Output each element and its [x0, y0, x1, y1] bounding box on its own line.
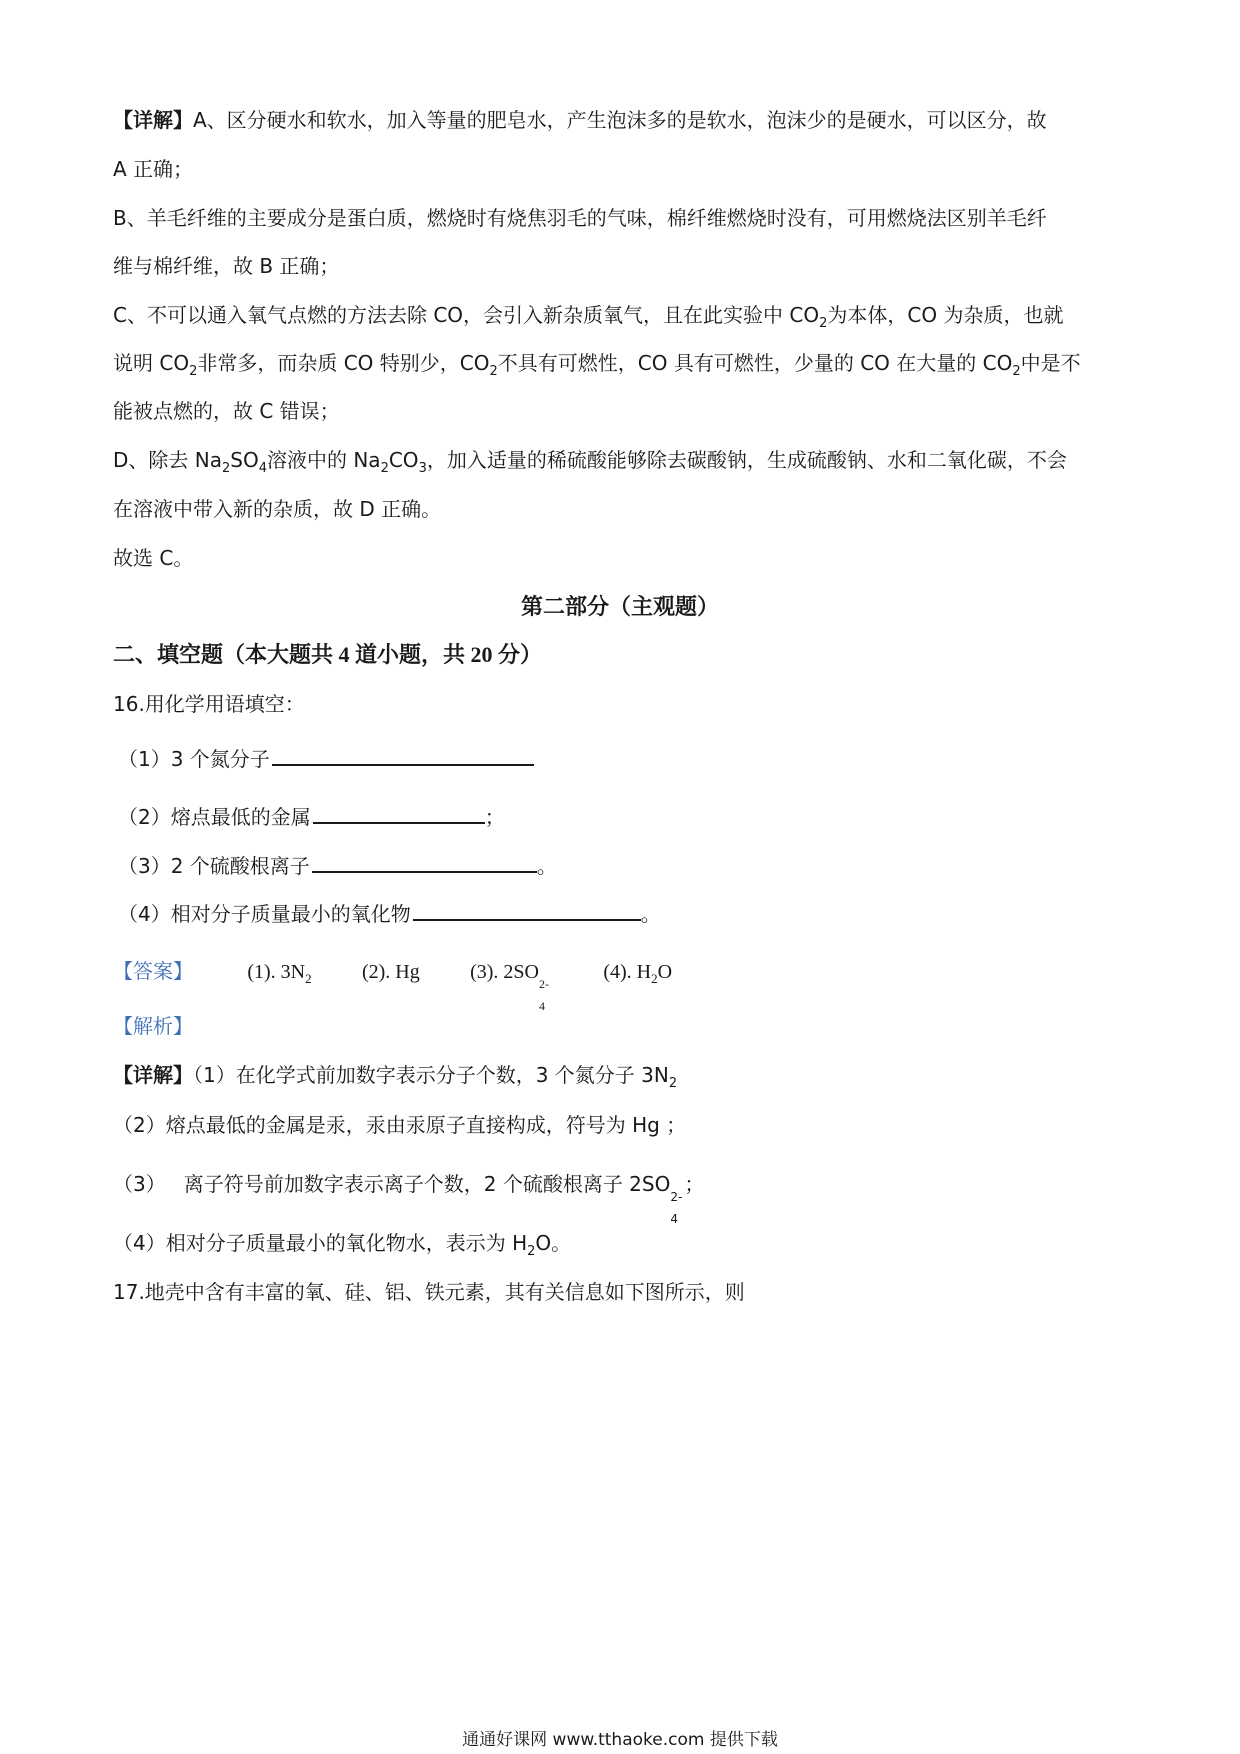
answer-4-post: O — [657, 961, 673, 983]
detail-line-b1: B、羊毛纤维的主要成分是蛋白质，燃烧时有烧焦羽毛的气味，棉纤维燃烧时没有，可用燃烧法区别羊毛纤 — [113, 206, 1047, 230]
d1-p2: SO — [230, 448, 259, 472]
q16-detail-4-sub: 2 — [527, 1244, 536, 1259]
q16-item-1 — [118, 744, 534, 773]
q16-answer-line — [113, 957, 716, 1013]
q16-item-4-text: （4）相对分子质量最小的氧化物 — [118, 902, 411, 926]
q16-item-2-end: ； — [484, 805, 505, 829]
d1-p3: 溶液中的 Na — [266, 448, 381, 472]
c2-s1: 2 — [189, 364, 198, 379]
answer-1-pre: (1). 3N — [247, 961, 306, 983]
q16-detail-3-sup: 2- — [670, 1190, 683, 1204]
q16-detail-3-sub: 4 — [670, 1212, 678, 1226]
answer-3-pre: (3). 2SO — [470, 961, 539, 983]
part2-title: 第二部分（主观题） — [520, 594, 719, 619]
c2-s2: 2 — [489, 364, 498, 379]
q16-detail-4 — [113, 1229, 571, 1257]
q16-item-4 — [118, 899, 661, 928]
c2-p3: 不具有可燃性，CO 具有可燃性，少量的 CO 在大量的 CO — [497, 351, 1013, 375]
d1-s2: 4 — [258, 461, 267, 476]
c2-p1: 说明 CO — [113, 351, 190, 375]
q16-item-3 — [118, 851, 557, 880]
answer-3 — [470, 958, 553, 1013]
q17-stem: 17.地壳中含有丰富的氧、硅、铝、铁元素，其有关信息如下图所示，则 — [113, 1280, 745, 1304]
c2-s3: 2 — [1012, 364, 1021, 379]
q16-item-3-text: （3）2 个硫酸根离子 — [118, 854, 310, 878]
answer-blank-4[interactable] — [413, 899, 641, 921]
d1-p5: ，加入适量的稀硫酸能够除去碳酸钠，生成硫酸钠、水和二氧化碳，不会 — [426, 448, 1067, 472]
detail-a1-text: A、区分硬水和软水，加入等量的肥皂水，产生泡沫多的是软水，泡沫少的是硬水，可以区分，故 — [193, 108, 1047, 132]
q16-detail-4-pre: （4）相对分子质量最小的氧化物水，表示为 H — [113, 1231, 528, 1255]
q16-detail-1 — [113, 1061, 677, 1089]
q16-detail-1-sub: 2 — [668, 1076, 678, 1091]
c1-post: 为本体，CO 为杂质，也就 — [827, 303, 1064, 327]
answer-label: 【答案】 — [113, 959, 193, 983]
q16-item-4-end: 。 — [640, 902, 661, 926]
detail-line-c2 — [113, 349, 1081, 377]
section-title: 二、填空题（本大题共 4 道小题，共 20 分） — [113, 642, 543, 667]
answer-blank-2[interactable] — [313, 802, 485, 824]
detail-line-a2: A 正确； — [113, 157, 194, 181]
answer-blank-1[interactable] — [272, 744, 534, 766]
answer-4-sub: 2 — [651, 971, 658, 986]
q16-stem: 16.用化学用语填空： — [113, 692, 305, 716]
q16-detail-3-post: ； — [684, 1172, 705, 1196]
q16-item-1-text: （1）3 个氮分子 — [118, 747, 270, 771]
q16-detail-4-post: O。 — [535, 1231, 572, 1255]
page-footer: 通通好课网 www.tthaoke.com 提供下载 — [462, 1730, 778, 1750]
detail-line-d2: 在溶液中带入新的杂质，故 D 正确。 — [113, 497, 442, 521]
detail-line-d1 — [113, 446, 1067, 474]
d1-s3: 2 — [380, 461, 389, 476]
detail-line-c3: 能被点燃的，故 C 错误； — [113, 399, 340, 423]
q16-detail-2: （2）熔点最低的金属是汞，汞由汞原子直接构成，符号为 Hg ； — [113, 1113, 687, 1137]
c2-p4: 中是不 — [1020, 351, 1081, 375]
q16-item-3-end: 。 — [536, 854, 557, 878]
c2-p2: 非常多，而杂质 CO 特别少，CO — [197, 351, 490, 375]
q16-detail-3-num: （3） — [113, 1172, 166, 1196]
c1-sub: 2 — [819, 316, 828, 331]
answer-1 — [247, 958, 311, 986]
answer-3-sup: 2- — [539, 977, 549, 991]
q16-detail-3 — [113, 1170, 705, 1226]
detail-label: 【详解】 — [113, 108, 193, 132]
q16-detail-3-pre: 离子符号前加数字表示离子个数，2 个硫酸根离子 2SO — [183, 1172, 671, 1196]
answer-4-pre: (4). H — [603, 961, 652, 983]
detail-line-c1 — [113, 301, 1063, 329]
answer-1-sub: 2 — [305, 971, 312, 986]
d1-s4: 3 — [418, 461, 427, 476]
detail-line-b2: 维与棉纤维，故 B 正确； — [113, 254, 340, 278]
d1-s1: 2 — [221, 461, 231, 476]
answer-2: (2). Hg — [361, 961, 420, 983]
analysis-label: 【解析】 — [113, 1014, 193, 1038]
answer-3-sub: 4 — [539, 999, 545, 1013]
c1-pre: C、不可以通入氧气点燃的方法去除 CO，会引入新杂质氧气，且在此实验中 CO — [113, 303, 820, 327]
d1-p4: CO — [388, 448, 419, 472]
detail-conclusion: 故选 C。 — [113, 546, 194, 570]
answer-blank-3[interactable] — [312, 851, 537, 873]
d1-p1: D、除去 Na — [113, 448, 222, 472]
answer-4 — [603, 958, 672, 986]
detail-line-a1 — [113, 106, 1047, 134]
q16-item-2-text: （2）熔点最低的金属 — [118, 805, 311, 829]
q16-detail-1-pre: （1）在化学式前加数字表示分子个数，3 个氮分子 3N — [193, 1063, 669, 1087]
q16-item-2 — [118, 802, 505, 831]
q16-detail-label: 【详解】 — [113, 1063, 193, 1087]
